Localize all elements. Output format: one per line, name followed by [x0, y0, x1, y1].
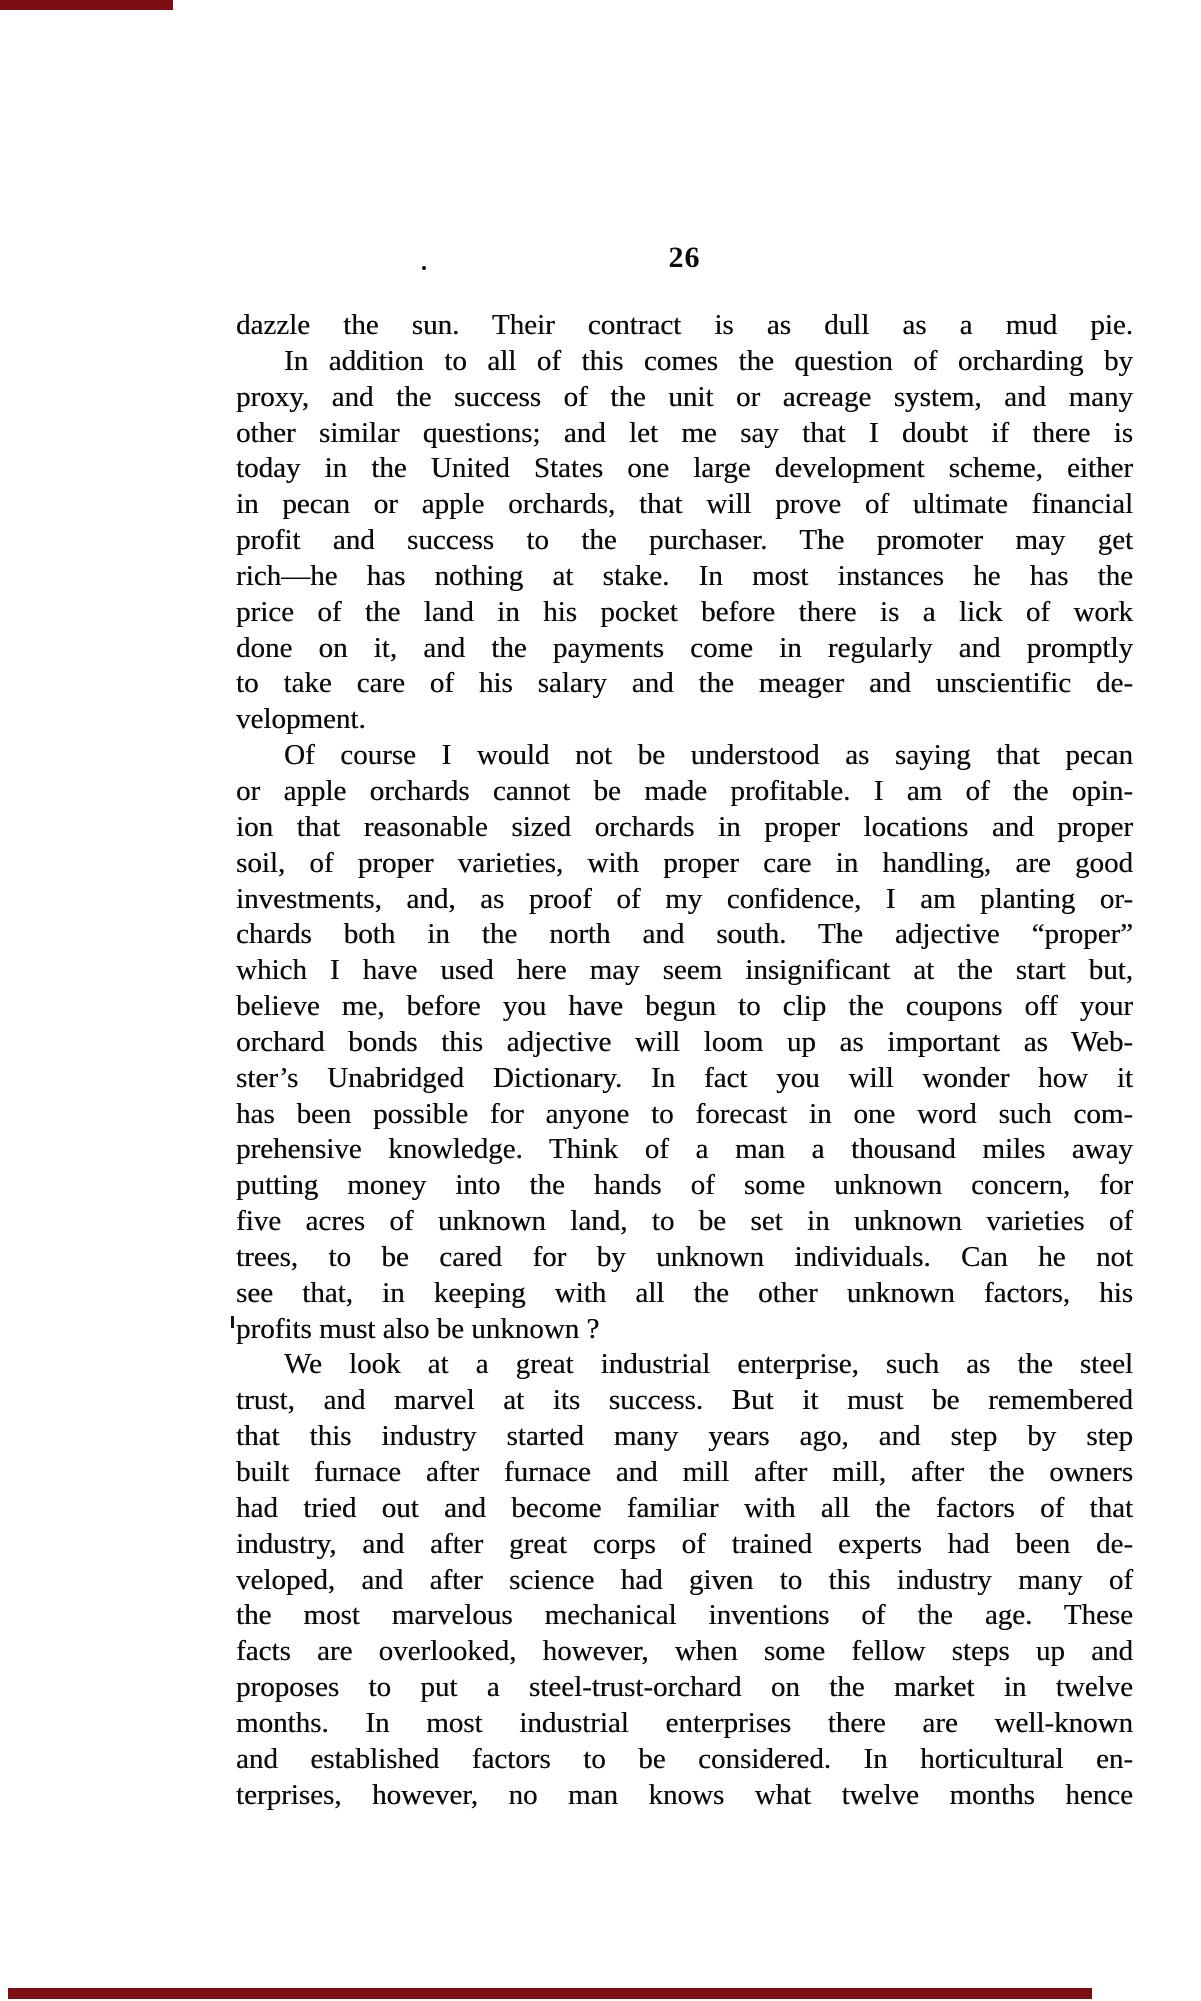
ink-speck — [231, 1316, 234, 1328]
text-line: profit and success to the purchaser. The promoter may get — [236, 524, 1133, 557]
text-line: investments, and, as proof of my confidence, I am planting or- — [236, 882, 1133, 915]
text-line: rich—he has nothing at stake. In most instances he has the — [236, 559, 1133, 592]
text-line: or apple orchards cannot be made profitable. I am of the opin- — [236, 774, 1133, 807]
scan-artifact-bottom-bar — [8, 1988, 1092, 1999]
text-line: terprises, however, no man knows what twelve months hence — [236, 1778, 1133, 1811]
text-line: other similar questions; and let me say that I doubt if there is — [236, 416, 1133, 449]
text-line: in pecan or apple orchards, that will prove of ultimate financial — [236, 488, 1133, 521]
text-line: months. In most industrial enterprises there are well-known — [236, 1706, 1133, 1739]
text-line: industry, and after great corps of trained experts had been de- — [236, 1527, 1133, 1560]
text-line: to take care of his salary and the meager and unscientific de- — [236, 667, 1133, 700]
text-line: soil, of proper varieties, with proper care in handling, are good — [236, 846, 1133, 879]
text-line: dazzle the sun. Their contract is as dull as a mud pie. — [236, 309, 1133, 341]
text-line: proxy, and the success of the unit or acreage system, and many — [236, 380, 1133, 413]
text-line: that this industry started many years ago, and step by step — [236, 1420, 1133, 1453]
text-line: profits must also be unknown ? — [236, 1312, 600, 1345]
text-line: chards both in the north and south. The adjective “proper” — [236, 918, 1133, 951]
text-line: five acres of unknown land, to be set in unknown varieties of — [236, 1205, 1133, 1238]
text-line: believe me, before you have begun to clip the coupons off your — [236, 990, 1133, 1023]
text-line: built furnace after furnace and mill after mill, after the owners — [236, 1456, 1133, 1488]
text-line: done on it, and the payments come in regularly and promptly — [236, 631, 1133, 664]
text-line: the most marvelous mechanical inventions of the age. These — [236, 1599, 1133, 1632]
text-line: facts are overlooked, however, when some fellow steps up and — [236, 1635, 1133, 1668]
text-line: velopment. — [236, 703, 366, 736]
text-line: which I have used here may seem insignificant at the start but, — [236, 954, 1133, 987]
body-text — [236, 308, 1133, 1813]
text-line: see that, in keeping with all the other unknown factors, his — [236, 1276, 1133, 1309]
text-line: price of the land in his pocket before there is a lick of work — [236, 595, 1133, 628]
page-number: 26 — [668, 241, 701, 274]
text-line: Of course I would not be understood as saying that pecan — [284, 739, 1133, 772]
text-line: proposes to put a steel-trust-orchard on the market in twelve — [236, 1671, 1133, 1704]
text-line: prehensive knowledge. Think of a man a thousand miles away — [236, 1133, 1133, 1166]
scan-artifact-top-bar — [0, 0, 173, 10]
text-line: trees, to be cared for by unknown individuals. Can he not — [236, 1240, 1133, 1273]
text-line: putting money into the hands of some unknown concern, for — [236, 1169, 1133, 1202]
text-line: orchard bonds this adjective will loom up as important as Web- — [236, 1025, 1133, 1058]
text-line: In addition to all of this comes the question of orcharding by — [284, 344, 1133, 377]
text-line: has been possible for anyone to forecast in one word such com- — [236, 1097, 1133, 1130]
text-line: had tried out and become familiar with all the factors of that — [236, 1491, 1133, 1524]
text-line: ster’s Unabridged Dictionary. In fact you will wonder how it — [236, 1061, 1133, 1094]
text-line: and established factors to be considered. In horticultural en- — [236, 1742, 1133, 1775]
text-line: We look at a great industrial enterprise, such as the steel — [284, 1348, 1133, 1381]
text-line: veloped, and after science had given to this industry many of — [236, 1563, 1133, 1596]
text-line: ion that reasonable sized orchards in proper locations and proper — [236, 810, 1133, 843]
text-line: today in the United States one large development scheme, either — [236, 452, 1133, 485]
text-line: trust, and marvel at its success. But it must be remembered — [236, 1384, 1133, 1417]
